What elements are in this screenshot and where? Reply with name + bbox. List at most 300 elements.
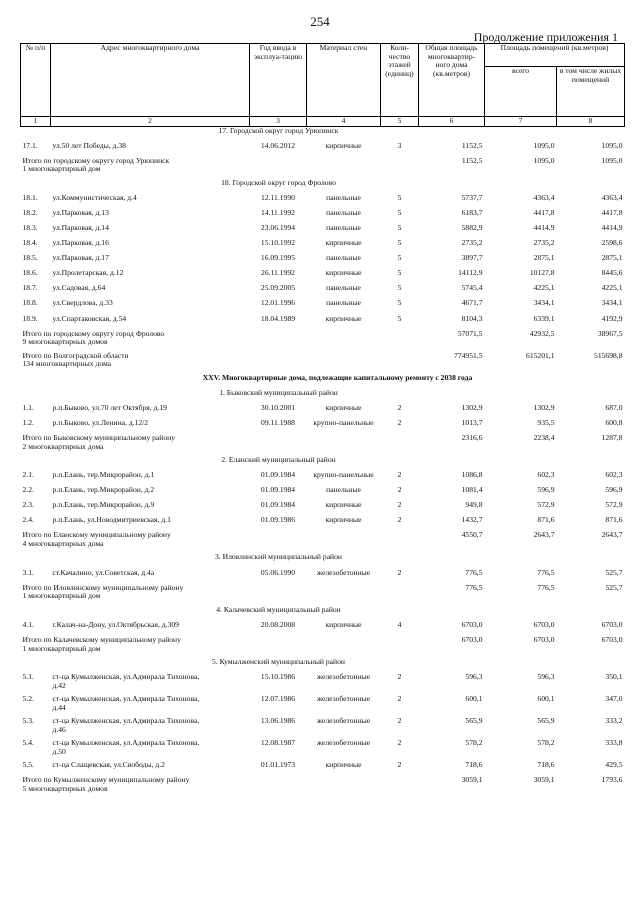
floors: 5 bbox=[397, 208, 402, 217]
address-cell bbox=[51, 239, 250, 254]
total-area: 1081,4 bbox=[461, 486, 483, 495]
floors: 2 bbox=[397, 568, 402, 577]
address: ул.Парковая, д.13 bbox=[52, 208, 109, 217]
commission-year: 01.01.1973 bbox=[260, 760, 296, 769]
commission-year: 26.11.1992 bbox=[261, 269, 295, 278]
living-area: 2598,6 bbox=[601, 239, 623, 248]
total-label: Итого по городскому округу город Урюпинск bbox=[22, 156, 170, 165]
total-area: 718,6 bbox=[465, 760, 483, 769]
commission-year: 12.11.1990 bbox=[261, 193, 295, 202]
total-area: 8104,3 bbox=[461, 314, 483, 323]
floors: 2 bbox=[397, 486, 402, 495]
empty-cell bbox=[381, 584, 419, 606]
living-area: 2875,1 bbox=[601, 254, 623, 263]
premises-area: 3434,1 bbox=[533, 299, 555, 308]
total-area: 6183,7 bbox=[461, 208, 483, 217]
premises-area: 602,3 bbox=[537, 471, 555, 480]
living-area: 350,1 bbox=[605, 672, 623, 681]
address: г.Калач-на-Дону, ул.Октябрьская, д.309 bbox=[52, 620, 179, 629]
row-number: 18.3. bbox=[22, 223, 38, 232]
total-area: 14112,9 bbox=[458, 269, 483, 278]
address-cell bbox=[51, 269, 250, 284]
commission-year: 12.08.1987 bbox=[260, 738, 296, 747]
total-row bbox=[21, 434, 625, 456]
section-heading: 2. Еланский муниципальный район bbox=[221, 456, 336, 464]
row-number: 5.4. bbox=[22, 738, 34, 747]
living-area: 687,0 bbox=[605, 403, 623, 412]
premises-area: 2238,4 bbox=[533, 434, 555, 442]
total-count: 9 многоквартирных домов bbox=[22, 337, 108, 347]
floors: 3 bbox=[397, 141, 402, 150]
total-area: 4550,7 bbox=[461, 531, 483, 540]
row-number: 5.3. bbox=[22, 716, 34, 725]
commission-year: 12.07.1986 bbox=[260, 694, 296, 703]
wall-material: кирпичные bbox=[325, 501, 362, 510]
address: р.п.Быково, ул.Ленина, д.12/2 bbox=[52, 418, 149, 427]
col-number: 3 bbox=[250, 117, 307, 127]
section-heading: 1. Быковский муниципальный район bbox=[219, 388, 338, 397]
living-area: 333,8 bbox=[605, 738, 623, 747]
total-label-cell bbox=[21, 330, 381, 352]
section-heading-row bbox=[21, 658, 625, 673]
total-row bbox=[21, 776, 625, 798]
total-area: 776,5 bbox=[465, 568, 483, 577]
wall-material: крупно-панельные bbox=[313, 471, 374, 480]
wall-material: железобетонные bbox=[316, 672, 371, 681]
total-label-cell bbox=[21, 157, 381, 179]
section-heading-row bbox=[21, 389, 625, 404]
address: ст-ца Кумылженская, ул.Адмирала Тихонова, bbox=[52, 672, 200, 681]
premises-area: 2875,1 bbox=[533, 254, 555, 263]
address: ул.Садовая, д.64 bbox=[52, 284, 106, 293]
floors: 5 bbox=[397, 299, 402, 308]
total-area: 5745,4 bbox=[461, 284, 483, 293]
address-cell bbox=[51, 673, 250, 695]
total-row bbox=[21, 157, 625, 179]
empty-cell bbox=[21, 658, 51, 673]
premises-area: 6703,0 bbox=[533, 635, 555, 644]
wall-material: панельные bbox=[326, 299, 361, 308]
section-heading: 4. Калачевский муниципальный район bbox=[216, 605, 341, 614]
section-heading-row bbox=[21, 606, 625, 621]
header-living: в том числе жилых помещений bbox=[557, 67, 625, 117]
address: ст.Качалино, ул.Советская, д.4а bbox=[52, 568, 155, 577]
living-area: 525,7 bbox=[605, 568, 623, 577]
living-area: 1287,8 bbox=[601, 434, 623, 442]
address-cell bbox=[51, 516, 250, 531]
address-cell bbox=[51, 695, 250, 717]
total-label: Итого по Кумылженскому муниципальному району bbox=[22, 776, 190, 785]
total-row bbox=[21, 636, 625, 658]
wall-material: крупно-панельные bbox=[313, 418, 374, 427]
floors: 2 bbox=[397, 501, 402, 510]
table-row bbox=[21, 404, 625, 419]
premises-area: 42932,5 bbox=[529, 329, 555, 338]
living-area: 4192,9 bbox=[601, 314, 623, 323]
living-area: 6703,0 bbox=[601, 635, 623, 644]
total-area: 6703,0 bbox=[461, 635, 483, 644]
address-cell bbox=[51, 419, 250, 434]
wall-material: кирпичные bbox=[325, 269, 362, 278]
header-all: всего bbox=[485, 67, 557, 117]
commission-year: 13.06.1986 bbox=[260, 716, 296, 725]
table-row bbox=[21, 142, 625, 157]
address: р.п.Елань, ул.Новодмитриевская, д.1 bbox=[52, 516, 171, 525]
total-area: 596,3 bbox=[465, 672, 483, 681]
empty-cell bbox=[21, 389, 51, 404]
table-row bbox=[21, 761, 625, 776]
address: ст-ца Кумылженская, ул.Адмирала Тихонова, bbox=[52, 694, 200, 703]
commission-year: 14.06.2012 bbox=[260, 141, 296, 150]
empty-cell bbox=[21, 553, 51, 568]
wall-material: панельные bbox=[326, 486, 361, 495]
row-number: 2.3. bbox=[22, 501, 34, 510]
row-number: 18.9. bbox=[22, 314, 38, 323]
header-row bbox=[21, 44, 625, 67]
living-area: 347,0 bbox=[605, 694, 623, 703]
premises-area: 10127,8 bbox=[529, 269, 555, 278]
living-area: 1793,6 bbox=[601, 776, 623, 785]
table-row bbox=[21, 695, 625, 717]
commission-year: 23.06.1994 bbox=[260, 223, 296, 232]
wall-material: панельные bbox=[326, 223, 361, 232]
address-line-2: д.46 bbox=[52, 724, 66, 734]
row-number: 2.1. bbox=[22, 471, 34, 480]
living-area: 1095,0 bbox=[601, 156, 623, 165]
table-row bbox=[21, 315, 625, 330]
total-area: 2735,2 bbox=[461, 239, 483, 248]
floors: 5 bbox=[397, 193, 402, 202]
premises-area: 3059,1 bbox=[533, 776, 555, 785]
row-number: 18.1. bbox=[22, 193, 38, 202]
empty-cell bbox=[381, 636, 419, 658]
premises-area: 776,5 bbox=[537, 583, 555, 592]
premises-area: 596,9 bbox=[537, 486, 555, 495]
floors: 5 bbox=[397, 314, 402, 323]
premises-area: 572,9 bbox=[537, 501, 555, 510]
total-count: 1 многоквартирный дом bbox=[22, 164, 101, 174]
row-number: 18.6. bbox=[22, 269, 38, 278]
row-number: 18.8. bbox=[22, 299, 38, 308]
living-area: 600,8 bbox=[605, 418, 623, 427]
table-row bbox=[21, 516, 625, 531]
section-heading-row bbox=[21, 456, 625, 471]
table-row bbox=[21, 239, 625, 254]
premises-area: 600,1 bbox=[537, 694, 555, 703]
address-cell bbox=[51, 501, 250, 516]
empty-cell bbox=[21, 374, 51, 389]
table-row bbox=[21, 569, 625, 584]
total-label: Итого по Иловлинскому муниципальному району bbox=[22, 583, 184, 592]
floors: 2 bbox=[397, 516, 402, 525]
empty-cell bbox=[381, 352, 419, 374]
wall-material: кирпичные bbox=[325, 403, 362, 412]
premises-area: 1095,0 bbox=[533, 156, 555, 165]
empty-cell bbox=[381, 157, 419, 179]
total-area: 774951,5 bbox=[454, 351, 483, 360]
col-number: 2 bbox=[51, 117, 250, 127]
floors: 2 bbox=[397, 716, 402, 725]
chapter-heading-row bbox=[21, 374, 625, 389]
living-area: 2643,7 bbox=[601, 531, 623, 540]
col-number: 4 bbox=[307, 117, 381, 127]
table-row bbox=[21, 501, 625, 516]
row-number: 1.1. bbox=[22, 403, 34, 412]
address-line-2: д.44 bbox=[52, 702, 66, 712]
header-year: Год ввода в эксплуа-тацию bbox=[250, 44, 307, 117]
address: ул.50 лет Победы, д.38 bbox=[52, 141, 126, 150]
row-number: 4.1. bbox=[22, 620, 34, 629]
section-heading: 5. Кумылженский муниципальный район bbox=[212, 657, 345, 666]
living-area: 515698,8 bbox=[594, 351, 623, 360]
premises-area: 776,5 bbox=[537, 568, 555, 577]
commission-year: 12.01.1996 bbox=[260, 299, 296, 308]
address: р.п.Быково, ул.70 лет Октября, д.19 bbox=[52, 403, 167, 412]
address-cell bbox=[51, 621, 250, 636]
address-line-2: д.50 bbox=[52, 746, 66, 756]
wall-material: кирпичные bbox=[325, 620, 362, 629]
living-area: 8445,6 bbox=[601, 269, 623, 278]
address-cell bbox=[51, 404, 250, 419]
table-row bbox=[21, 224, 625, 239]
total-count: 2 многоквартирных дома bbox=[22, 441, 104, 451]
address-line-2: д.42 bbox=[52, 680, 66, 690]
header-floors: Коли-чество этажей (единиц) bbox=[381, 44, 419, 117]
living-area: 38967,5 bbox=[597, 329, 623, 338]
address: р.п.Елань, тер.Микрорайон, д.2 bbox=[52, 486, 155, 495]
address: ул.Парковая, д.16 bbox=[52, 239, 109, 248]
floors: 2 bbox=[397, 694, 402, 703]
header-premises-area: Площадь помещений (кв.метров) bbox=[485, 44, 625, 67]
table-row bbox=[21, 717, 625, 739]
total-label-cell bbox=[21, 531, 381, 553]
table-row bbox=[21, 471, 625, 486]
page-number: 254 bbox=[310, 14, 330, 29]
wall-material: кирпичные bbox=[325, 141, 362, 150]
floors: 2 bbox=[397, 403, 402, 412]
premises-area: 2735,2 bbox=[533, 239, 555, 248]
row-number: 5.5. bbox=[22, 760, 34, 769]
total-count: 1 многоквартирный дом bbox=[22, 643, 101, 653]
total-area: 1432,7 bbox=[461, 516, 483, 525]
premises-area: 615201,1 bbox=[526, 351, 555, 360]
total-area: 1302,9 bbox=[461, 403, 483, 412]
floors: 2 bbox=[397, 672, 402, 681]
address-cell bbox=[51, 761, 250, 776]
row-number: 1.2. bbox=[22, 418, 34, 427]
premises-area: 4363,4 bbox=[533, 193, 555, 202]
commission-year: 14.11.1992 bbox=[261, 208, 295, 217]
total-row bbox=[21, 330, 625, 352]
total-count: 134 многоквартирных дома bbox=[22, 359, 112, 369]
total-area: 3897,7 bbox=[461, 254, 483, 263]
empty-cell bbox=[381, 330, 419, 352]
total-label: Итого по Еланскому муниципальному району bbox=[22, 531, 171, 540]
total-label-cell bbox=[21, 352, 381, 374]
chapter-heading: XXV. Многоквартирные дома, подлежащие капитальному ремонту с 2038 года bbox=[202, 373, 473, 382]
total-label: Итого по Быковскому муниципальному району bbox=[22, 434, 176, 442]
total-area: 4671,7 bbox=[461, 299, 483, 308]
wall-material: панельные bbox=[326, 284, 361, 293]
premises-area: 1095,0 bbox=[533, 141, 555, 150]
premises-area: 6339,1 bbox=[533, 314, 555, 323]
living-area: 333,2 bbox=[605, 716, 623, 725]
total-area: 1152,5 bbox=[461, 141, 483, 150]
row-number: 2.2. bbox=[22, 486, 34, 495]
empty-cell bbox=[21, 606, 51, 621]
commission-year: 01.09.1984 bbox=[260, 486, 296, 495]
col-number: 1 bbox=[21, 117, 51, 127]
address: ул.Пролетарская, д.12 bbox=[52, 269, 124, 278]
row-number: 5.2. bbox=[22, 694, 34, 703]
total-area: 578,2 bbox=[465, 738, 483, 747]
floors: 2 bbox=[397, 418, 402, 427]
section-heading-row bbox=[21, 553, 625, 568]
row-number: 18.4. bbox=[22, 239, 38, 248]
section-heading: 17. Городской округ город Урюпинск bbox=[218, 126, 339, 135]
total-area: 776,5 bbox=[465, 583, 483, 592]
row-number: 18.5. bbox=[22, 254, 38, 263]
wall-material: железобетонные bbox=[316, 716, 371, 725]
floors: 4 bbox=[397, 620, 402, 629]
commission-year: 25.09.2005 bbox=[260, 284, 296, 293]
total-label-cell bbox=[21, 776, 381, 798]
table-row bbox=[21, 269, 625, 284]
wall-material: панельные bbox=[326, 254, 361, 263]
premises-area: 1302,9 bbox=[533, 403, 555, 412]
premises-area: 6703,0 bbox=[533, 620, 555, 629]
total-area: 565,9 bbox=[465, 716, 483, 725]
address: ул.Свердлова, д.33 bbox=[52, 299, 113, 308]
row-number: 18.7. bbox=[22, 284, 38, 293]
premises-area: 718,6 bbox=[537, 760, 555, 769]
row-number: 3.1. bbox=[22, 568, 34, 577]
address-cell bbox=[51, 299, 250, 314]
total-label: Итого по городскому округу город Фролово bbox=[22, 329, 165, 338]
total-area: 1086,8 bbox=[461, 471, 483, 480]
wall-material: кирпичные bbox=[325, 516, 362, 525]
commission-year: 20.08.2008 bbox=[260, 620, 296, 629]
premises-area: 578,2 bbox=[537, 738, 555, 747]
total-label: Итого по Калачевскому муниципальному району bbox=[22, 635, 181, 644]
total-area: 3059,1 bbox=[461, 776, 483, 785]
address: ул.Коммунистическая, д.4 bbox=[52, 193, 137, 202]
total-label: Итого по Волгоградской области bbox=[22, 351, 129, 360]
living-area: 525,7 bbox=[605, 583, 623, 592]
wall-material: кирпичные bbox=[325, 314, 362, 323]
empty-cell bbox=[381, 531, 419, 553]
col-number: 6 bbox=[419, 117, 485, 127]
address-cell bbox=[51, 209, 250, 224]
commission-year: 01.09.1986 bbox=[260, 516, 296, 525]
living-area: 429,5 bbox=[605, 760, 623, 769]
header-total-area: Общая площадь многоквартир-ного дома (кв.метров) bbox=[419, 44, 485, 117]
address-cell bbox=[51, 142, 250, 157]
row-number: 2.4. bbox=[22, 516, 34, 525]
total-row bbox=[21, 531, 625, 553]
commission-year: 15.10.1986 bbox=[260, 672, 296, 681]
table-row bbox=[21, 254, 625, 269]
header-num: № п/п bbox=[21, 44, 51, 117]
empty-cell bbox=[21, 456, 51, 471]
col-number: 7 bbox=[485, 117, 557, 127]
table-row bbox=[21, 299, 625, 314]
total-label-cell bbox=[21, 636, 381, 658]
total-area: 1013,7 bbox=[461, 418, 483, 427]
section-heading-row bbox=[21, 127, 625, 142]
floors: 2 bbox=[397, 738, 402, 747]
address-cell bbox=[51, 284, 250, 299]
floors: 5 bbox=[397, 223, 402, 232]
row-number: 18.2. bbox=[22, 208, 38, 217]
premises-area: 935,5 bbox=[537, 418, 555, 427]
total-area: 5882,9 bbox=[461, 223, 483, 232]
section-heading: 18. Городской округ город Фролово bbox=[221, 178, 336, 187]
total-row bbox=[21, 352, 625, 374]
premises-area: 4225,1 bbox=[533, 284, 555, 293]
address: ст-ца Кумылженская, ул.Адмирала Тихонова, bbox=[52, 716, 200, 725]
total-area: 6703,0 bbox=[461, 620, 483, 629]
premises-area: 4414,9 bbox=[533, 223, 555, 232]
living-area: 1095,0 bbox=[601, 141, 623, 150]
wall-material: панельные bbox=[326, 193, 361, 202]
table-row bbox=[21, 621, 625, 636]
total-count: 1 многоквартирный дом bbox=[22, 591, 101, 601]
floors: 5 bbox=[397, 269, 402, 278]
wall-material: кирпичные bbox=[325, 239, 362, 248]
address-cell bbox=[51, 254, 250, 269]
section-heading-row bbox=[21, 179, 625, 194]
premises-area: 596,3 bbox=[537, 672, 555, 681]
living-area: 4417,8 bbox=[601, 208, 623, 217]
total-count: 5 многоквартирных домов bbox=[22, 783, 108, 793]
premises-area: 4417,8 bbox=[533, 208, 555, 217]
floors: 5 bbox=[397, 284, 402, 293]
floors: 2 bbox=[397, 471, 402, 480]
continuation-label: Продолжение приложения 1 bbox=[473, 30, 618, 44]
address-cell bbox=[51, 471, 250, 486]
living-area: 6703,0 bbox=[601, 620, 623, 629]
total-area: 5737,7 bbox=[461, 193, 483, 202]
address: р.п.Елань, тер.Микрорайон, д.9 bbox=[52, 501, 155, 510]
living-area: 4225,1 bbox=[601, 284, 623, 293]
living-area: 572,9 bbox=[605, 501, 623, 510]
address-cell bbox=[51, 315, 250, 330]
address: ст-ца Кумылженская, ул.Адмирала Тихонова, bbox=[52, 738, 200, 747]
floors: 5 bbox=[397, 254, 402, 263]
commission-year: 01.09.1984 bbox=[260, 501, 296, 510]
commission-year: 15.10.1992 bbox=[260, 239, 296, 248]
wall-material: панельные bbox=[326, 208, 361, 217]
premises-area: 565,9 bbox=[537, 716, 555, 725]
living-area: 4414,9 bbox=[601, 223, 623, 232]
address: ул.Спартаковская, д.54 bbox=[52, 314, 127, 323]
total-area: 57071,5 bbox=[457, 329, 483, 338]
address-cell bbox=[51, 569, 250, 584]
table-row bbox=[21, 209, 625, 224]
address-cell bbox=[51, 224, 250, 239]
table-row bbox=[21, 739, 625, 761]
empty-cell bbox=[21, 179, 51, 194]
total-area: 949,8 bbox=[465, 501, 483, 510]
total-area: 2316,6 bbox=[461, 434, 483, 442]
wall-material: кирпичные bbox=[325, 760, 362, 769]
table-row bbox=[21, 673, 625, 695]
table-row bbox=[21, 194, 625, 209]
commission-year: 30.10.2001 bbox=[260, 403, 296, 412]
header-address: Адрес многоквартирного дома bbox=[51, 44, 250, 117]
address-cell bbox=[51, 486, 250, 501]
